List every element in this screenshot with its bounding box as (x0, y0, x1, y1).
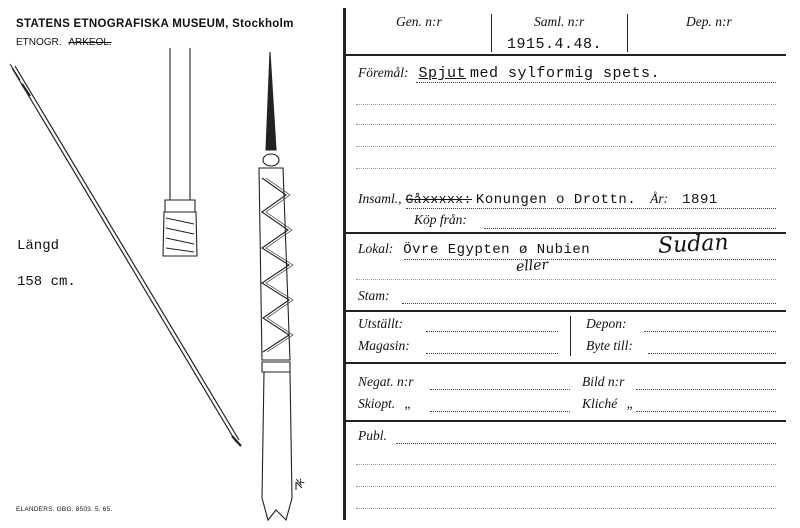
header-divider-1 (491, 14, 492, 52)
museum-name: STATENS ETNOGRAFISKA MUSEUM, (16, 18, 229, 30)
lokal-row (358, 240, 590, 258)
utstallt-label: Utställt: (358, 316, 404, 331)
lokal-handwritten-sudan: Sudan (657, 230, 730, 259)
depon-label: Depon: (586, 316, 627, 331)
insaml-line (406, 208, 776, 209)
left-panel (0, 0, 340, 528)
foremal-label: Föremål: (358, 65, 409, 80)
length-value: 158 cm. (17, 274, 76, 290)
negat-line (430, 389, 570, 390)
ruled-line (356, 146, 776, 147)
catalogue-form (346, 0, 800, 528)
spear-full-view (10, 64, 241, 446)
publ-line (396, 443, 776, 444)
length-label: Längd (17, 238, 60, 254)
publ-label: Publ. (358, 428, 387, 443)
insaml-struck: Gåxxxxx: (405, 192, 472, 207)
magasin-line (426, 353, 558, 354)
ruled-line (356, 104, 776, 105)
skiopt-text: Skiopt. (358, 396, 396, 411)
byte-line (648, 353, 776, 354)
rule-stam (346, 310, 786, 312)
insaml-label: Insaml., (358, 191, 402, 206)
foremal-value: med sylformig spets. (470, 65, 661, 82)
ruled-line (356, 124, 776, 125)
museum-city: Stockholm (232, 18, 294, 30)
skiopt-line (430, 411, 570, 412)
negat-label: Negat. n:r (358, 374, 414, 389)
kliche-ditto: „ (626, 396, 633, 411)
foremal-row (358, 64, 660, 82)
foremal-word: Spjut (418, 65, 467, 82)
ruled-line (356, 486, 776, 487)
saml-value: 1915.4.48. (507, 36, 603, 53)
kliche-line (636, 411, 776, 412)
foremal-line (416, 82, 776, 83)
kop-label: Köp från: (414, 212, 467, 227)
skiopt-ditto: „ (404, 396, 411, 411)
binding-detail-view (259, 52, 302, 520)
saml-label: Saml. n:r (534, 14, 585, 29)
skiopt-label (358, 396, 411, 412)
ruled-line (356, 168, 776, 169)
lokal-handwritten-eller: eller (515, 256, 549, 276)
year-value: 1891 (682, 192, 718, 208)
magasin-label: Magasin: (358, 338, 410, 353)
bild-label: Bild n:r (582, 374, 625, 389)
rule-header (346, 54, 786, 56)
gen-label: Gen. n:r (396, 14, 442, 29)
corner-mark: k (294, 475, 307, 489)
year-label: År: (650, 191, 669, 206)
stam-line (402, 303, 776, 304)
rule-negat (346, 420, 786, 422)
spear-drawing (0, 0, 340, 528)
kop-line (484, 228, 776, 229)
byte-label: Byte till: (586, 338, 633, 353)
insaml-value: Konungen o Drottn. (475, 192, 637, 208)
kliche-text: Kliché (582, 396, 618, 411)
header-divider-2 (627, 14, 628, 52)
lokal-line (404, 259, 776, 260)
kliche-label (582, 396, 633, 412)
bild-line (636, 389, 776, 390)
lokal-label: Lokal: (358, 241, 394, 256)
ruled-line (356, 464, 776, 465)
rule-placement (346, 362, 786, 364)
shaft-detail-view (163, 48, 197, 256)
ruled-line (356, 279, 776, 280)
ruled-line (356, 508, 776, 509)
stam-label: Stam: (358, 288, 390, 303)
dep-label: Dep. n:r (686, 14, 732, 29)
department-struck: ARKEOL. (68, 37, 112, 48)
depon-line (644, 331, 776, 332)
insaml-row (358, 190, 718, 208)
department-label: ETNOGR. (16, 37, 62, 48)
printer-note: ELANDERS. GBG. 8503. 5. 65. (16, 506, 113, 513)
placement-divider (570, 316, 571, 356)
utstallt-line (426, 331, 558, 332)
lokal-value: Övre Egypten ø Nubien (403, 242, 591, 258)
